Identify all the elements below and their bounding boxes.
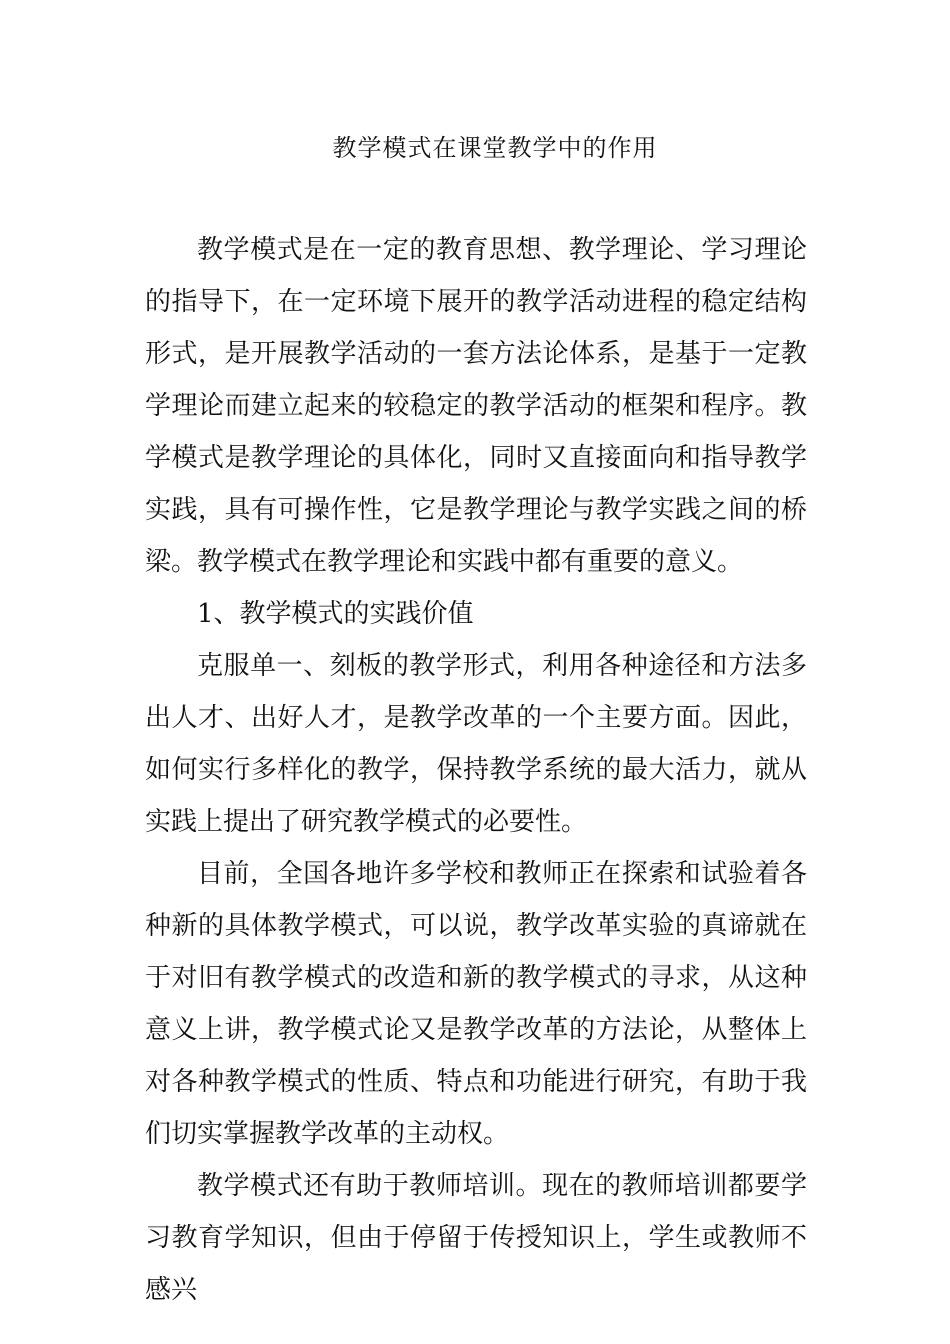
paragraph-teaching-reform: 目前，全国各地许多学校和教师正在探索和试验着各种新的具体教学模式，可以说，教学改革实验的真谛就在于对旧有教学模式的改造和新的教学模式的寻求，从这种意义上讲，教学模式论又是教学改革的方法论，从整体上对各种教学模式的性质、特点和功能进行研究，有助于我们切实掌握教学改革的主动权。 <box>145 859 807 1149</box>
paragraph-diversified-teaching: 克服单一、刻板的教学形式，利用各种途径和方法多出人才、出好人才，是教学改革的一个主要方面。因此，如何实行多样化的教学，保持教学系统的最大活力，就从实践上提出了研究教学模式的必要性。 <box>145 651 807 837</box>
paragraph-teacher-training: 教学模式还有助于教师培训。现在的教师培训都要学习教育学知识，但由于停留于传授知识上，学生或教师不感兴 <box>145 1171 807 1305</box>
section-heading-practical-value: 1、教学模式的实践价值 <box>197 599 474 629</box>
document-title: 教学模式在课堂教学中的作用 <box>332 134 658 162</box>
paragraph-intro: 教学模式是在一定的教育思想、教学理论、学习理论的指导下，在一定环境下展开的教学活动进程的稳定结构形式，是开展教学活动的一套方法论体系，是基于一定教学理论而建立起来的较稳定的教学活动的框架和程序。教学模式是教学理论的具体化，同时又直接面向和指导教学实践，具有可操作性，它是教学理论与教学实践之间的桥梁。教学模式在教学理论和实践中都有重要的意义。 <box>145 235 807 577</box>
document-body <box>145 224 807 1316</box>
